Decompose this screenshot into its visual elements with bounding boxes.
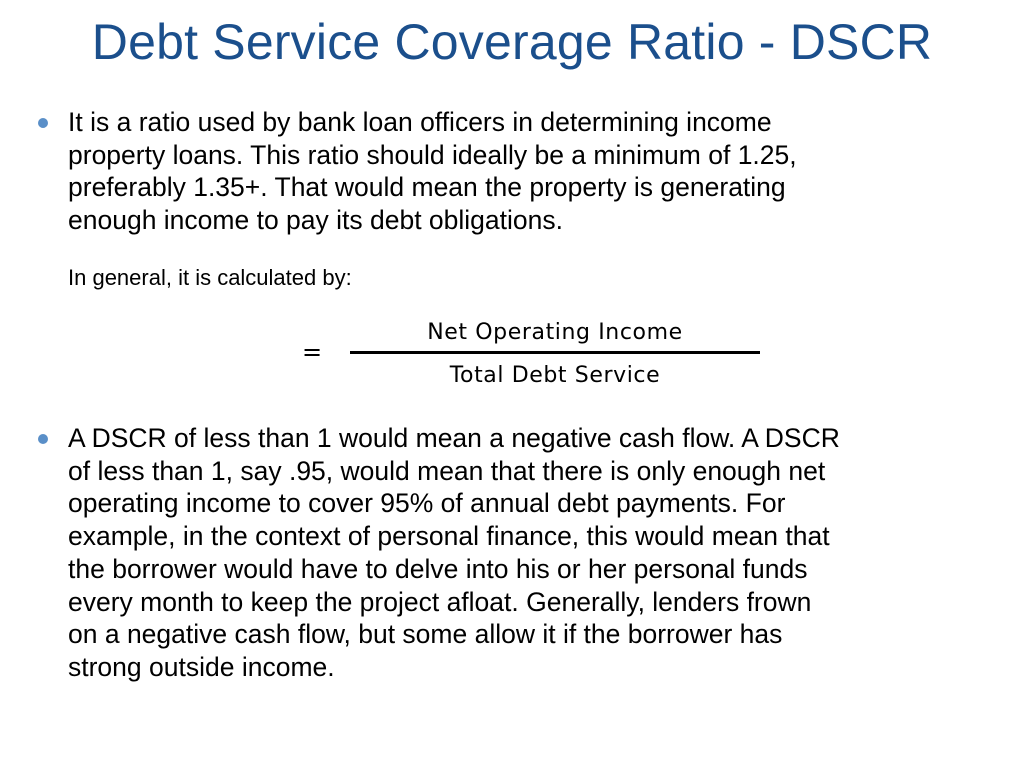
bullet-text-line: enough income to pay its debt obligations. <box>68 205 563 236</box>
slide-title: Debt Service Coverage Ratio - DSCR <box>91 14 933 70</box>
bullet-text-line: It is a ratio used by bank loan officers in determining income <box>68 107 772 137</box>
formula-numerator: Net Operating Income <box>427 320 683 345</box>
bullet-text-line: every month to keep the project afloat. Generally, lenders frown <box>68 586 812 617</box>
bullet-text-line: the borrower would have to delve into his or her personal funds <box>68 553 808 584</box>
bullet-text-line: preferably 1.35+. That would mean the property is generating <box>68 172 786 203</box>
formula-denominator: Total Debt Service <box>449 363 661 388</box>
bullet-text-line: property loans. This ratio should ideally be a minimum of 1.25, <box>68 139 797 170</box>
bullet-text-line: operating income to cover 95% of annual debt payments. For <box>68 488 786 519</box>
bullet-text-line: A DSCR of less than 1 would mean a negative cash flow. A DSCR <box>68 423 840 453</box>
bullet-dot-icon <box>38 434 48 444</box>
bullet-text-line: strong outside income. <box>68 651 335 682</box>
bullet-item-definition <box>68 106 978 237</box>
bullet-text-line: of less than 1, say .95, would mean that there is only enough net <box>68 455 826 486</box>
calculation-intro: In general, it is calculated by: <box>68 265 352 290</box>
bullet-dot-icon <box>38 118 48 128</box>
fraction-bar <box>350 351 760 354</box>
dscr-formula <box>350 316 760 396</box>
bullet-text-line: on a negative cash flow, but some allow it if the borrower has <box>68 619 783 650</box>
bullet-text-line: example, in the context of personal finance, this would mean that <box>68 521 830 552</box>
bullet-item-negative-cash-flow <box>68 422 978 684</box>
formula-equals-sign: = <box>302 338 323 366</box>
